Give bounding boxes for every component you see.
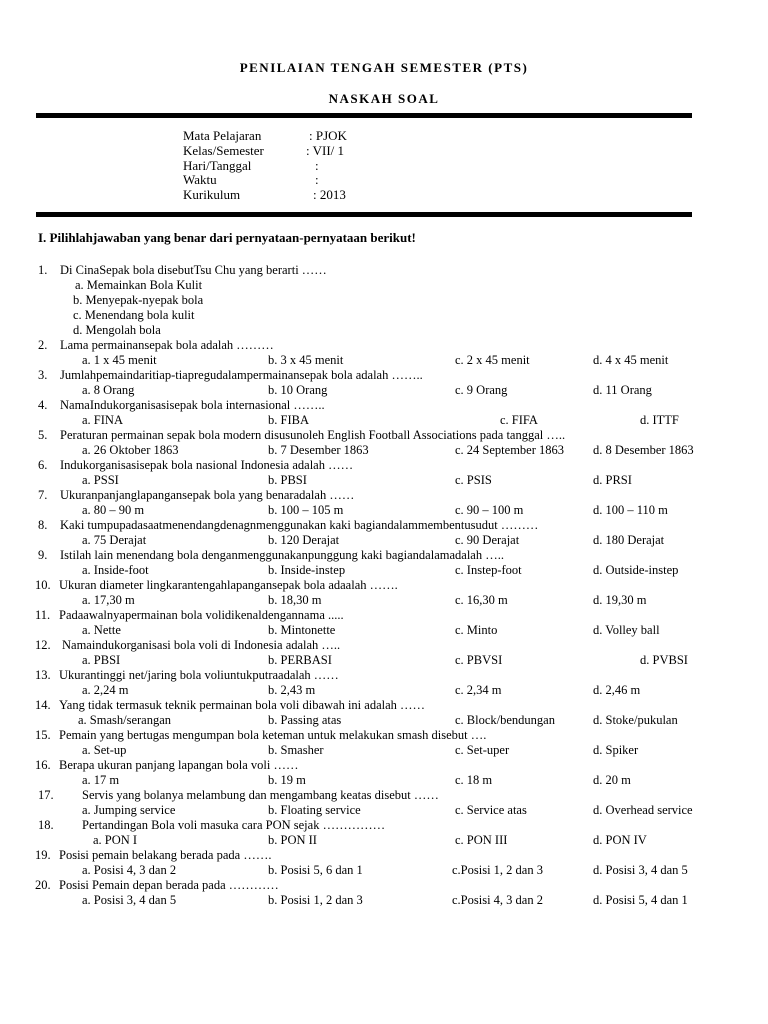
option-b: b. 19 m — [268, 773, 306, 787]
option-a: a. Posisi 4, 3 dan 2 — [82, 863, 177, 877]
option-c: c. PBVSI — [455, 653, 503, 667]
meta-label: Kelas/Semester — [183, 143, 264, 158]
option-b: b. 18,30 m — [268, 593, 322, 607]
question-text: Pemain yang bertugas mengumpan bola keteman untuk melakukan smash disebut …. — [59, 728, 487, 742]
option-c: c. Menendang bola kulit — [73, 308, 195, 322]
option-c: c. 16,30 m — [455, 593, 508, 607]
question-text: Peraturan permainan sepak bola modern disusunoleh English Football Associations pada tanggal ….. — [60, 428, 566, 442]
option-b: b. Posisi 1, 2 dan 3 — [268, 893, 363, 907]
meta-value: : 2013 — [313, 187, 346, 202]
question-text: Yang tidak termasuk teknik permainan bola voli dibawah ini adalah …… — [59, 698, 426, 712]
meta-label: Mata Pelajaran — [183, 128, 262, 143]
option-c: c. 90 – 100 m — [455, 503, 524, 517]
option-d: d. ITTF — [640, 413, 679, 427]
option-c: c. Set-uper — [455, 743, 510, 757]
question-text: Lama permainansepak bola adalah ……… — [60, 338, 274, 352]
option-a: a. 75 Derajat — [82, 533, 147, 547]
question-text: Ukuranpanjanglapangansepak bola yang benaradalah …… — [60, 488, 355, 502]
option-c: c. 9 Orang — [455, 383, 508, 397]
question-number: 9. — [38, 548, 48, 562]
option-a: a. PSSI — [82, 473, 119, 487]
option-c: c. Minto — [455, 623, 498, 637]
meta-label: Waktu — [183, 172, 217, 187]
option-a: a. Nette — [82, 623, 121, 637]
option-c: c. 2 x 45 menit — [455, 353, 530, 367]
question-number: 8. — [38, 518, 48, 532]
page-title: PENILAIAN TENGAH SEMESTER (PTS) — [239, 60, 529, 75]
question-text: Ukurantinggi net/jaring bola voliuntukputraadalah …… — [59, 668, 339, 682]
option-a: a. Posisi 3, 4 dan 5 — [82, 893, 177, 907]
question-text: Berapa ukuran panjang lapangan bola voli …… — [59, 758, 299, 772]
option-c: c. 2,34 m — [455, 683, 502, 697]
meta-value: : PJOK — [309, 128, 347, 143]
option-a: a. PBSI — [82, 653, 121, 667]
option-b: b. 7 Desember 1863 — [268, 443, 369, 457]
question-number: 19. — [35, 848, 51, 862]
meta-value: : VII/ 1 — [306, 143, 345, 158]
option-b: b. 2,43 m — [268, 683, 316, 697]
question-number: 18. — [38, 818, 54, 832]
option-a: a. 2,24 m — [82, 683, 129, 697]
question-text: Kaki tumpupadasaatmenendangdenagnmenggunakan kaki bagiandalammembentusudut ……… — [60, 518, 539, 532]
option-c: c. Service atas — [455, 803, 527, 817]
meta-label: Kurikulum — [183, 187, 241, 202]
question-number: 13. — [35, 668, 51, 682]
question-text: Indukorganisasisepak bola nasional Indonesia adalah …… — [60, 458, 354, 472]
question-text: Padaawalnyapermainan bola volidikenaldengannama ..... — [59, 608, 344, 622]
option-a: a. Set-up — [82, 743, 127, 757]
question-text: Posisi Pemain depan berada pada ………… — [59, 878, 279, 892]
meta-label: Hari/Tanggal — [183, 158, 252, 173]
question-text: Namaindukorganisasi bola voli di Indonesia adalah ….. — [62, 638, 341, 652]
question-text: Pertandingan Bola voli masuka cara PON sejak …………… — [82, 818, 386, 832]
option-b: b. Passing atas — [268, 713, 342, 727]
option-a: a. 26 Oktober 1863 — [82, 443, 179, 457]
question-text: Servis yang bolanya melambung dan mengambang keatas disebut …… — [82, 788, 439, 802]
option-c: c. PSIS — [455, 473, 492, 487]
option-a: a. 17,30 m — [82, 593, 135, 607]
option-c: c. 18 m — [455, 773, 493, 787]
question-text: Di CinaSepak bola disebutTsu Chu yang berarti …… — [60, 263, 327, 277]
option-c: c.Posisi 1, 2 dan 3 — [452, 863, 543, 877]
option-b: b. PERBASI — [268, 653, 332, 667]
option-d: d. 11 Orang — [593, 383, 652, 397]
meta-value: : — [315, 172, 319, 187]
option-a: a. Inside-foot — [82, 563, 149, 577]
question-number: 2. — [38, 338, 48, 352]
option-c: c. PON III — [455, 833, 508, 847]
option-b: b. FIBA — [268, 413, 309, 427]
option-b: b. 10 Orang — [268, 383, 328, 397]
option-a: a. PON I — [93, 833, 138, 847]
question-number: 10. — [35, 578, 51, 592]
option-d: d. Spiker — [593, 743, 639, 757]
option-d: d. PON IV — [593, 833, 647, 847]
question-number: 1. — [38, 263, 48, 277]
option-b: b. 120 Derajat — [268, 533, 340, 547]
option-d: d. Volley ball — [593, 623, 660, 637]
question-number: 11. — [35, 608, 51, 622]
option-d: d. 100 – 110 m — [593, 503, 668, 517]
option-a: a. 17 m — [82, 773, 120, 787]
question-text: Istilah lain menendang bola denganmenggunakanpunggung kaki bagiandalamadalah ….. — [60, 548, 504, 562]
option-d: d. Mengolah bola — [73, 323, 161, 337]
option-c: c. 90 Derajat — [455, 533, 520, 547]
option-b: b. Smasher — [268, 743, 324, 757]
question-number: 7. — [38, 488, 48, 502]
option-b: b. Menyepak-nyepak bola — [73, 293, 204, 307]
option-b: b. PBSI — [268, 473, 307, 487]
option-a: a. Jumping service — [82, 803, 176, 817]
option-b: b. Floating service — [268, 803, 361, 817]
option-d: d. PVBSI — [640, 653, 688, 667]
question-number: 3. — [38, 368, 48, 382]
option-d: d. 180 Derajat — [593, 533, 665, 547]
bottom-rule — [36, 212, 692, 217]
option-b: b. PON II — [268, 833, 317, 847]
question-number: 20. — [35, 878, 51, 892]
option-c: c. FIFA — [500, 413, 538, 427]
question-number: 16. — [35, 758, 51, 772]
option-d: d. 4 x 45 menit — [593, 353, 669, 367]
option-d: d. 8 Desember 1863 — [593, 443, 694, 457]
option-a: a. 1 x 45 menit — [82, 353, 157, 367]
question-number: 6. — [38, 458, 48, 472]
option-c: c. Block/bendungan — [455, 713, 555, 727]
option-c: c. 24 September 1863 — [455, 443, 565, 457]
question-text: Ukuran diameter lingkarantengahlapangansepak bola adaalah ……. — [59, 578, 398, 592]
question-number: 12. — [35, 638, 51, 652]
option-a: a. FINA — [82, 413, 123, 427]
question-number: 4. — [38, 398, 48, 412]
option-a: a. Memainkan Bola Kulit — [75, 278, 203, 292]
option-a: a. 8 Orang — [82, 383, 135, 397]
option-c: c. Instep-foot — [455, 563, 522, 577]
question-text: NamaIndukorganisasisepak bola internasional …….. — [60, 398, 325, 412]
option-b: b. Inside-instep — [268, 563, 346, 577]
page-subtitle: NASKAH SOAL — [328, 91, 440, 106]
option-d: d. 20 m — [593, 773, 631, 787]
option-b: b. Posisi 5, 6 dan 1 — [268, 863, 363, 877]
option-a: a. Smash/serangan — [78, 713, 172, 727]
top-rule — [36, 113, 692, 118]
option-c: c.Posisi 4, 3 dan 2 — [452, 893, 543, 907]
question-number: 14. — [35, 698, 51, 712]
option-d: d. Outside-instep — [593, 563, 679, 577]
option-d: d. PRSI — [593, 473, 632, 487]
option-d: d. Posisi 5, 4 dan 1 — [593, 893, 688, 907]
question-text: Jumlahpemaindaritiap-tiapregudalampermainansepak bola adalah …….. — [60, 368, 423, 382]
question-number: 15. — [35, 728, 51, 742]
option-d: d. Overhead service — [593, 803, 693, 817]
option-d: d. 2,46 m — [593, 683, 641, 697]
question-text: Posisi pemain belakang berada pada ……. — [59, 848, 272, 862]
question-number: 5. — [38, 428, 48, 442]
option-d: d. Stoke/pukulan — [593, 713, 678, 727]
option-d: d. Posisi 3, 4 dan 5 — [593, 863, 688, 877]
option-b: b. 100 – 105 m — [268, 503, 344, 517]
option-b: b. Mintonette — [268, 623, 336, 637]
option-a: a. 80 – 90 m — [82, 503, 145, 517]
meta-value: : — [315, 158, 319, 173]
option-d: d. 19,30 m — [593, 593, 647, 607]
instruction-heading: I. Pilihlahjawaban yang benar dari pernyataan-pernyataan berikut! — [38, 230, 416, 245]
question-number: 17. — [38, 788, 54, 802]
option-b: b. 3 x 45 menit — [268, 353, 344, 367]
